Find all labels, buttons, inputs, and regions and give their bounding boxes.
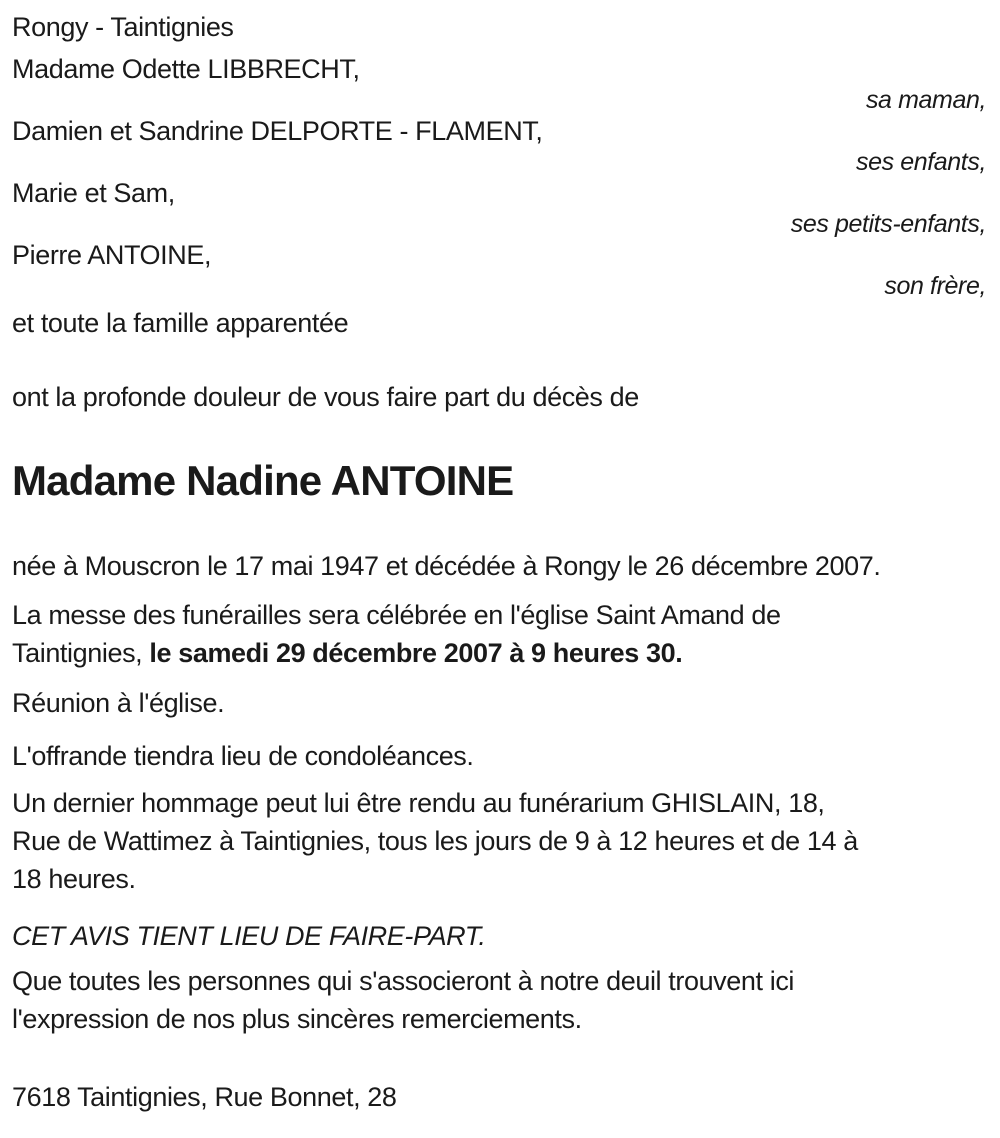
family-footer: et toute la famille apparentée bbox=[12, 308, 349, 338]
family-member-name: Damien et Sandrine DELPORTE - FLAMENT, bbox=[12, 116, 543, 146]
funeral-service-paragraph bbox=[12, 596, 986, 672]
service-line-prefix: Taintignies, bbox=[12, 638, 150, 668]
location-header: Rongy - Taintignies bbox=[12, 12, 234, 42]
deceased-name-title: Madame Nadine ANTOINE bbox=[12, 457, 514, 504]
offering-line: L'offrande tiendra lieu de condoléances. bbox=[12, 741, 474, 771]
faire-part-notice: CET AVIS TIENT LIEU DE FAIRE-PART. bbox=[12, 921, 486, 951]
family-row bbox=[12, 177, 986, 239]
family-row bbox=[12, 239, 986, 301]
meeting-line: Réunion à l'église. bbox=[12, 688, 225, 718]
family-row bbox=[12, 53, 986, 115]
service-line: La messe des funérailles sera célébrée en l'église Saint Amand de bbox=[12, 600, 781, 630]
tribute-line: Un dernier hommage peut lui être rendu au funérarium GHISLAIN, 18, bbox=[12, 788, 825, 818]
family-row bbox=[12, 115, 986, 177]
thanks-paragraph bbox=[12, 962, 986, 1038]
thanks-line: l'expression de nos plus sincères remerciements. bbox=[12, 1004, 582, 1034]
family-member-relation: ses petits-enfants, bbox=[790, 210, 986, 238]
family-member-name: Pierre ANTOINE, bbox=[12, 240, 212, 270]
family-member-relation: son frère, bbox=[884, 272, 986, 300]
announcement-line: ont la profonde douleur de vous faire part du décès de bbox=[12, 382, 639, 412]
family-list bbox=[12, 53, 986, 301]
tribute-line: Rue de Wattimez à Taintignies, tous les jours de 9 à 12 heures et de 14 à bbox=[12, 826, 858, 856]
tribute-line: 18 heures. bbox=[12, 864, 136, 894]
family-member-relation: ses enfants, bbox=[855, 148, 986, 176]
family-member-relation: sa maman, bbox=[865, 86, 986, 114]
service-datetime-bold: le samedi 29 décembre 2007 à 9 heures 30. bbox=[149, 638, 683, 668]
tribute-paragraph bbox=[12, 784, 986, 898]
life-dates-line: née à Mouscron le 17 mai 1947 et décédée à Rongy le 26 décembre 2007. bbox=[12, 551, 881, 581]
thanks-line: Que toutes les personnes qui s'associeront à notre deuil trouvent ici bbox=[12, 966, 795, 996]
family-member-name: Madame Odette LIBBRECHT, bbox=[12, 54, 360, 84]
address-line: 7618 Taintignies, Rue Bonnet, 28 bbox=[12, 1082, 397, 1112]
family-member-name: Marie et Sam, bbox=[12, 178, 175, 208]
service-line bbox=[12, 634, 986, 672]
